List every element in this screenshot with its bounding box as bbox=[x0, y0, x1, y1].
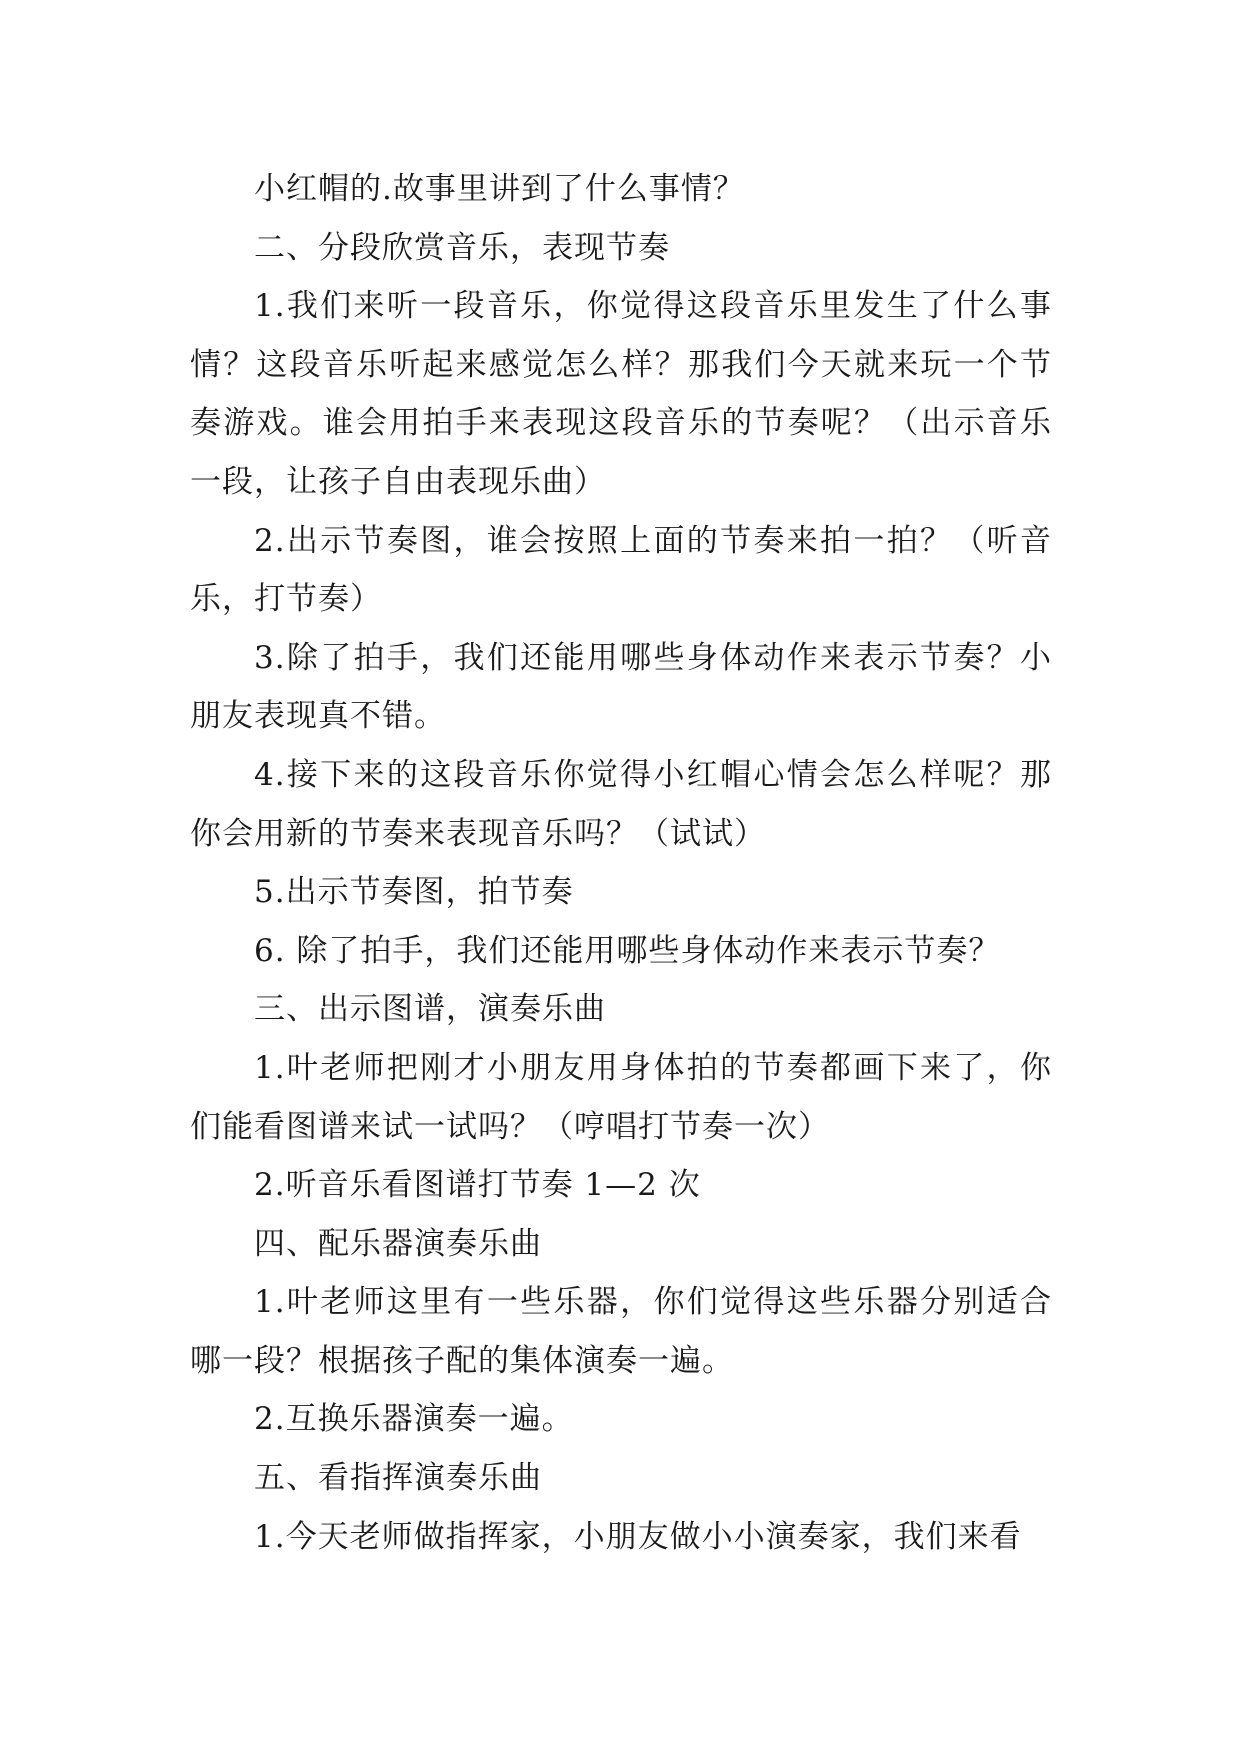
paragraph-step-2-3: 3.除了拍手，我们还能用哪些身体动作来表示节奏？小朋友表现真不错。 bbox=[190, 639, 1052, 735]
paragraph-step-4-2: 2.互换乐器演奏一遍。 bbox=[254, 1401, 574, 1438]
document-body bbox=[190, 160, 1052, 1566]
section-heading-3: 三、出示图谱，演奏乐曲 bbox=[254, 991, 606, 1028]
section-heading-4: 四、配乐器演奏乐曲 bbox=[254, 1225, 542, 1262]
paragraph-step-2-4: 4.接下来的这段音乐你觉得小红帽心情会怎么样呢？那你会用新的节奏来表现音乐吗？（试试） bbox=[190, 756, 1052, 852]
paragraph-step-5-1: 1.今天老师做指挥家，小朋友做小小演奏家，我们来看 bbox=[254, 1518, 1022, 1555]
section-heading-2: 二、分段欣赏音乐，表现节奏 bbox=[254, 229, 670, 266]
paragraph-step-2-6: 6. 除了拍手，我们还能用哪些身体动作来表示节奏？ bbox=[254, 932, 1001, 969]
paragraph-step-4-1: 1.叶老师这里有一些乐器，你们觉得这些乐器分别适合哪一段？根据孩子配的集体演奏一遍。 bbox=[190, 1284, 1052, 1379]
paragraph-question: 小红帽的.故事里讲到了什么事情？ bbox=[254, 171, 745, 207]
paragraph-step-2-5: 5.出示节奏图，拍节奏 bbox=[254, 874, 574, 911]
paragraph-step-3-2: 2.听音乐看图谱打节奏 1—2 次 bbox=[254, 1167, 701, 1204]
paragraph-step-3-1: 1.叶老师把刚才小朋友用身体拍的节奏都画下来了，你们能看图谱来试一试吗？（哼唱打节奏一次） bbox=[190, 1049, 1052, 1145]
section-heading-5: 五、看指挥演奏乐曲 bbox=[254, 1460, 542, 1497]
paragraph-step-2-2: 2.出示节奏图，谁会按照上面的节奏来拍一拍？（听音乐，打节奏） bbox=[190, 522, 1052, 618]
paragraph-step-2-1: 1.我们来听一段音乐，你觉得这段音乐里发生了什么事情？这段音乐听起来感觉怎么样？那我们今天就来玩一个节奏游戏。谁会用拍手来表现这段音乐的节奏呢？（出示音乐一段，让孩子自由表现乐曲） bbox=[190, 288, 1052, 500]
